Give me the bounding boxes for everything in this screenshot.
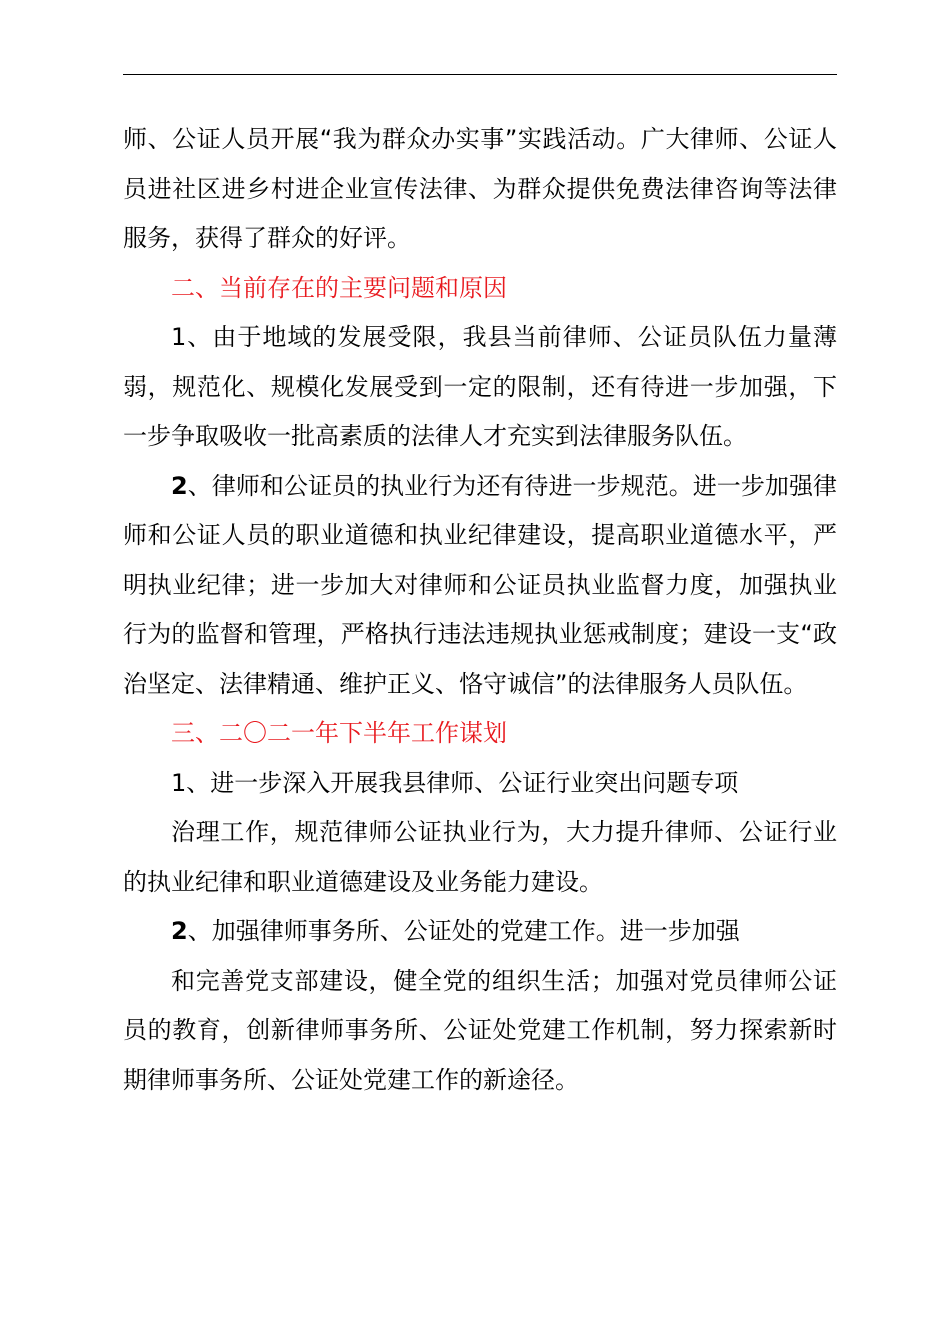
item-number: 2 [171, 917, 188, 945]
paragraph-plan-1-first-line: 1、进一步深入开展我县律师、公证行业突出问题专项 [171, 768, 739, 797]
paragraph-plan-2-first-line [123, 907, 837, 957]
paragraph-problem-2-text: 、律师和公证员的执业行为还有待进一步规范。进一步加强律师和公证人员的职业道德和执业纪律建设，提高职业道德水平，严明执业纪律；进一步加大对律师和公证员执业监督力度，加强执业行为的监督和管理，严格执行违法违规执业惩戒制度；建设一支“政治坚定、法律精通、维护正义、恪守诚信”的法律服务人员队伍。 [123, 471, 837, 698]
section-heading-plan: 三、二〇二一年下半年工作谋划 [171, 719, 507, 747]
paragraph-problem-2 [123, 462, 837, 710]
section-heading-problems: 二、当前存在的主要问题和原因 [171, 273, 507, 302]
paragraph-problem-1: 1、由于地域的发展受限，我县当前律师、公证员队伍力量薄弱，规范化、规模化发展受到一定的限制，还有待进一步加强，下一步争取吸收一批高素质的法律人才充实到法律服务队伍。 [123, 323, 837, 450]
paragraph-plan-2-rest: 和完善党支部建设，健全党的组织生活；加强对党员律师公证员的教育，创新律师事务所、公证处党建工作机制，努力探索新时期律师事务所、公证处党建工作的新途径。 [123, 966, 837, 1094]
paragraph-plan-1-rest: 治理工作，规范律师公证执业行为，大力提升律师、公证行业的执业纪律和职业道德建设及业务能力建设。 [123, 818, 837, 896]
item-number: 2 [171, 471, 188, 500]
paragraph-continuation: 师、公证人员开展“我为群众办实事”实践活动。广大律师、公证人员进社区进乡村进企业宣传法律、为群众提供免费法律咨询等法律服务，获得了群众的好评。 [123, 125, 837, 252]
header-rule [123, 74, 837, 75]
document-body [123, 115, 837, 1105]
paragraph-plan-2-first-text: 、加强律师事务所、公证处的党建工作。进一步加强 [187, 917, 740, 945]
